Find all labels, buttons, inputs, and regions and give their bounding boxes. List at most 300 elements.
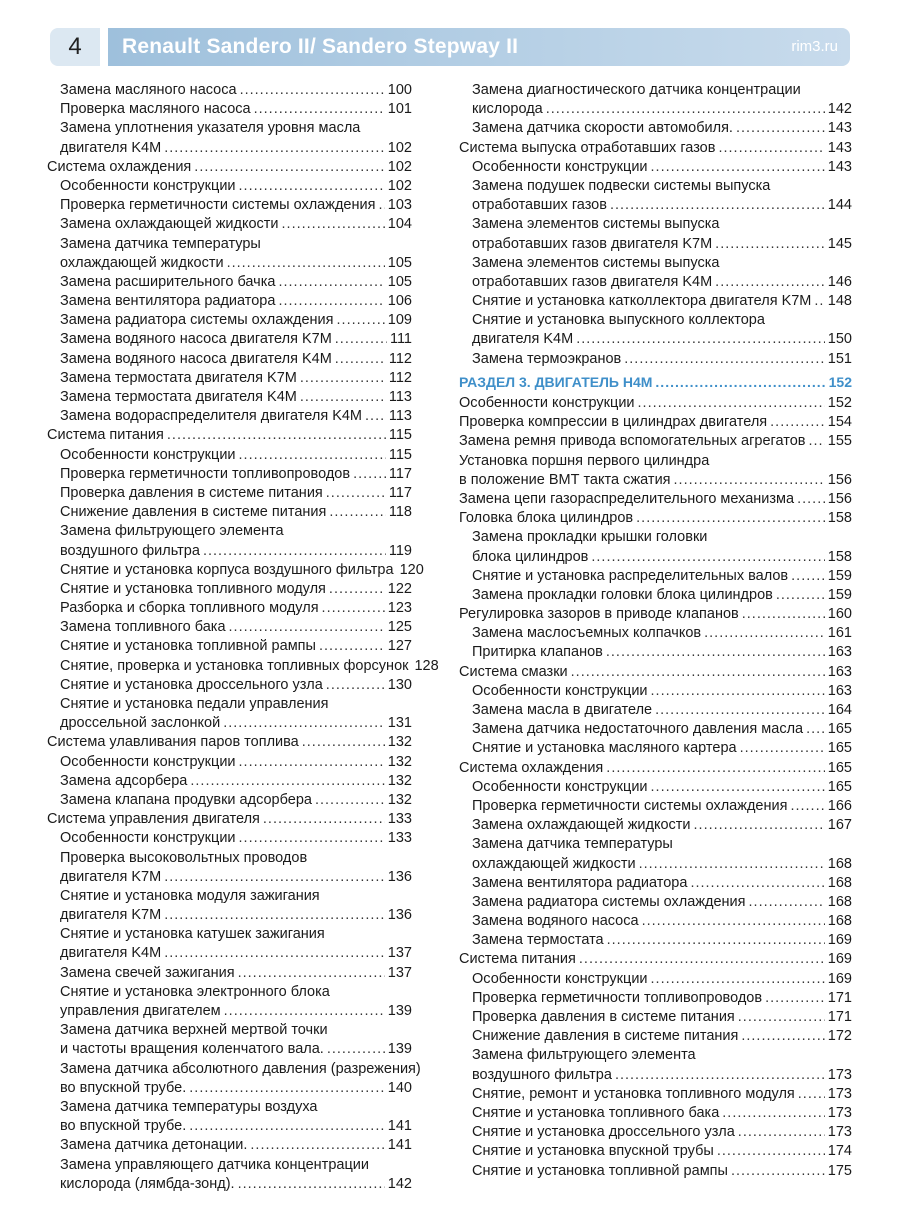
toc-entry[interactable]	[459, 912, 852, 931]
toc-entry-page: 152	[827, 395, 852, 411]
dot-leader	[378, 196, 384, 215]
toc-entry[interactable]	[47, 388, 412, 407]
toc-entry[interactable]	[459, 682, 852, 701]
toc-entry-page: 102	[387, 139, 412, 156]
toc-entry[interactable]	[47, 580, 412, 599]
toc-entry-title: Регулировка зазоров в приводе клапанов	[459, 606, 739, 623]
toc-entry-title: Замена топливного бака	[60, 619, 226, 636]
toc-entry-page: 168	[827, 855, 852, 872]
toc-entry-page: 117	[388, 484, 412, 501]
toc-entry-title: Замена вентилятора радиатора	[472, 874, 688, 891]
toc-entry-title: Проверка герметичности системы охлаждения	[472, 797, 788, 814]
toc-entry-title: Снятие и установка топливного модуля	[60, 580, 326, 597]
toc-entry[interactable]	[459, 158, 852, 177]
toc-entry-title: двигателя K4M	[472, 331, 574, 348]
toc-entry-title: Замена свечей зажигания	[60, 964, 235, 981]
toc-entry[interactable]	[47, 1021, 412, 1040]
toc-entry-page: 140	[387, 1079, 412, 1096]
toc-entry[interactable]	[459, 893, 852, 912]
dot-leader	[770, 413, 825, 432]
toc-entry[interactable]	[459, 81, 852, 100]
toc-entry-page: 117	[388, 465, 412, 482]
toc-entry-page: 132	[387, 734, 412, 751]
dot-leader	[203, 542, 386, 561]
toc-entry-page: 137	[387, 945, 412, 962]
toc-entry-page: 164	[827, 702, 852, 718]
dot-leader	[655, 701, 825, 720]
toc-entry-title: Особенности конструкции	[60, 446, 236, 463]
toc-entry-page: 159	[827, 567, 852, 584]
toc-entry-page: 115	[388, 446, 412, 463]
toc-entry[interactable]	[47, 753, 412, 772]
toc-entry[interactable]	[47, 1098, 412, 1117]
toc-entry-title: кислорода (лямбда-зонд).	[60, 1175, 235, 1192]
toc-entry[interactable]	[459, 311, 852, 330]
toc-entry[interactable]	[47, 1079, 412, 1098]
header-band	[108, 28, 850, 66]
dot-leader	[189, 1079, 385, 1098]
toc-entry[interactable]	[459, 835, 852, 854]
toc-entry[interactable]	[47, 1156, 412, 1175]
toc-entry[interactable]	[459, 509, 852, 528]
toc-entry-page: 119	[388, 542, 412, 559]
dot-leader	[239, 753, 385, 772]
toc-entry[interactable]	[47, 311, 412, 330]
toc-entry-title: двигателя K4M	[60, 139, 162, 156]
toc-entry-title: во впускной трубе.	[60, 1118, 187, 1135]
toc-entry-title: охлаждающей жидкости	[472, 855, 636, 872]
toc-entry-title: Снятие и установка впускной трубы	[472, 1143, 714, 1160]
toc-entry-title: блока цилиндров	[472, 548, 589, 565]
dot-leader	[636, 509, 825, 528]
toc-entry-title: и частоты вращения коленчатого вала.	[60, 1041, 324, 1058]
toc-entry[interactable]	[47, 196, 412, 215]
toc-entry[interactable]	[47, 273, 412, 292]
toc-entry-title: Проверка масляного насоса	[60, 101, 251, 118]
toc-entry-page: 106	[387, 293, 412, 310]
toc-entry[interactable]	[459, 874, 852, 893]
toc-entry-page: 101	[387, 101, 412, 118]
dot-leader	[263, 810, 385, 829]
toc-entry[interactable]	[47, 350, 412, 369]
toc-entry[interactable]	[459, 970, 852, 989]
toc-entry[interactable]	[47, 1175, 412, 1194]
dot-leader	[239, 446, 386, 465]
toc-entry-title: Замена фильтрующего элемента	[472, 1047, 696, 1064]
toc-entry-title: Снятие и установка педали управления	[60, 696, 329, 712]
toc-entry-title: Замена вентилятора радиатора	[60, 293, 276, 310]
toc-entry[interactable]	[459, 624, 852, 643]
dot-leader	[651, 158, 825, 177]
toc-entry-page: 152	[828, 373, 852, 390]
toc-entry[interactable]	[459, 759, 852, 778]
toc-entry[interactable]	[459, 1085, 852, 1104]
dot-leader	[335, 330, 387, 349]
toc-entry[interactable]	[47, 599, 412, 618]
toc-entry[interactable]	[47, 676, 412, 695]
toc-entry[interactable]	[459, 1046, 852, 1065]
toc-entry[interactable]	[47, 906, 412, 925]
toc-entry-title: Снижение давления в системе питания	[60, 504, 327, 521]
dot-leader	[227, 254, 385, 273]
toc-entry[interactable]	[47, 215, 412, 234]
toc-entry-title: дроссельной заслонкой	[60, 715, 221, 732]
toc-entry[interactable]	[459, 1162, 852, 1181]
toc-entry-title: Замена диагностического датчика концентрации	[472, 82, 801, 98]
dot-leader	[694, 816, 825, 835]
dot-leader	[322, 599, 385, 618]
toc-entry-title: Особенности конструкции	[472, 682, 648, 699]
dot-leader	[278, 292, 384, 311]
dot-leader	[738, 1008, 825, 1027]
toc-entry[interactable]	[459, 254, 852, 273]
dot-leader	[814, 292, 824, 311]
toc-entry-page: 136	[387, 868, 412, 885]
dot-leader	[674, 471, 825, 490]
toc-entry[interactable]	[459, 273, 852, 292]
toc-entry[interactable]	[459, 989, 852, 1008]
toc-entry[interactable]	[47, 964, 412, 983]
toc-entry-title: Система смазки	[459, 663, 568, 680]
dot-leader	[546, 100, 825, 119]
toc-entry[interactable]	[459, 452, 852, 471]
toc-section-heading[interactable]	[459, 373, 852, 392]
toc-entry-title: Замена расширительного бачка	[60, 273, 276, 290]
dot-leader	[740, 739, 825, 758]
toc-right-column	[459, 81, 852, 1181]
toc-entry-title: Проверка высоковольтных проводов	[60, 849, 308, 866]
toc-entry-page: 148	[827, 293, 852, 310]
dot-leader	[250, 1136, 384, 1155]
toc-entry[interactable]	[47, 426, 412, 445]
toc-entry[interactable]	[47, 1060, 421, 1079]
toc-entry[interactable]	[47, 657, 439, 676]
toc-entry[interactable]	[459, 778, 852, 797]
toc-entry-page: 173	[827, 1085, 852, 1102]
toc-entry-page: 100	[387, 82, 412, 98]
toc-entry[interactable]	[459, 330, 852, 349]
toc-entry[interactable]	[47, 177, 412, 196]
toc-entry-page: 169	[827, 951, 852, 968]
toc-entry-page: 105	[387, 273, 412, 290]
toc-entry-page: 133	[387, 830, 412, 847]
toc-entry[interactable]	[459, 413, 852, 432]
toc-entry-title: Замена термостата двигателя K4M	[60, 389, 297, 405]
toc-entry-page: 115	[388, 427, 412, 444]
toc-entry-page: 146	[827, 273, 852, 290]
toc-entry-title: Замена датчика недостаточного давления масла	[472, 721, 804, 738]
toc-entry-title: Замена ремня привода вспомогательных агрегатов	[459, 433, 806, 450]
toc-entry[interactable]	[47, 714, 412, 733]
toc-entry-page: 145	[827, 235, 852, 252]
toc-entry-page: 168	[827, 874, 852, 891]
toc-entry-page: 113	[388, 408, 412, 425]
toc-entry[interactable]	[47, 158, 412, 177]
toc-entry-page: 104	[387, 216, 412, 233]
toc-entry-page: 167	[827, 817, 852, 834]
toc-entry-title: Замена масла в двигателе	[472, 702, 653, 718]
toc-entry[interactable]	[459, 663, 852, 682]
toc-entry[interactable]	[47, 407, 412, 426]
toc-entry-title: Система управления двигателя	[47, 811, 260, 828]
toc-entry[interactable]	[459, 605, 852, 624]
dot-leader	[164, 868, 385, 887]
toc-entry[interactable]	[459, 394, 852, 413]
toc-entry[interactable]	[47, 772, 412, 791]
toc-entry-title: Замена фильтрующего элемента	[60, 523, 284, 540]
toc-entry-title: кислорода	[472, 101, 543, 118]
dot-leader	[224, 1002, 385, 1021]
dot-leader	[164, 906, 385, 925]
toc-entry-page: 151	[827, 350, 852, 367]
toc-entry[interactable]	[47, 829, 412, 848]
toc-entry[interactable]	[459, 292, 852, 311]
dot-leader	[642, 912, 825, 931]
toc-entry[interactable]	[47, 1136, 412, 1155]
toc-entry[interactable]	[47, 868, 412, 887]
dot-leader	[790, 797, 824, 816]
toc-entry-page: 173	[827, 1124, 852, 1141]
toc-entry[interactable]	[459, 643, 852, 662]
toc-entry-title: Снятие и установка распределительных валов	[472, 567, 789, 584]
toc-entry[interactable]	[47, 791, 412, 810]
toc-entry[interactable]	[459, 1066, 852, 1085]
toc-entry-title: отработавших газов двигателя K4M	[472, 273, 713, 290]
dot-leader	[353, 465, 386, 484]
toc-entry-page: 168	[827, 913, 852, 930]
dot-leader	[808, 432, 824, 451]
dot-leader	[736, 119, 825, 138]
toc-entry[interactable]	[47, 618, 412, 637]
toc-entry[interactable]	[459, 950, 852, 969]
toc-entry[interactable]	[47, 925, 412, 944]
toc-entry[interactable]	[459, 350, 852, 369]
dot-leader	[239, 177, 385, 196]
page-header	[50, 28, 850, 66]
toc-entry-title: Проверка герметичности топливопроводов	[60, 465, 351, 482]
toc-entry-title: Замена датчика детонации.	[60, 1137, 248, 1154]
toc-entry[interactable]	[47, 235, 412, 254]
toc-entry[interactable]	[459, 139, 852, 158]
toc-entry[interactable]	[459, 548, 852, 567]
toc-entry[interactable]	[47, 983, 412, 1002]
dot-leader	[610, 196, 825, 215]
toc-entry-title: Особенности конструкции	[472, 970, 648, 987]
toc-entry-page: 109	[387, 312, 412, 329]
dot-leader	[254, 100, 385, 119]
toc-entry[interactable]	[459, 797, 852, 816]
toc-entry[interactable]	[47, 446, 412, 465]
dot-leader	[229, 618, 385, 637]
toc-entry-title: Проверка герметичности топливопроводов	[472, 989, 763, 1006]
toc-entry-title: воздушного фильтра	[60, 542, 200, 559]
dot-leader	[718, 139, 824, 158]
toc-entry-title: Замена радиатора системы охлаждения	[472, 893, 746, 910]
toc-entry[interactable]	[459, 119, 852, 138]
toc-entry-page: 137	[387, 964, 412, 981]
dot-leader	[738, 1123, 825, 1142]
dot-leader	[655, 373, 825, 392]
toc-entry[interactable]	[47, 1040, 412, 1059]
toc-entry-page: 136	[387, 907, 412, 924]
toc-entry[interactable]	[47, 944, 412, 963]
toc-entry-page: 130	[387, 676, 412, 693]
toc-entry-title: Замена уплотнения указателя уровня масла	[60, 120, 361, 137]
toc-entry-page: 165	[827, 778, 852, 795]
toc-entry[interactable]	[459, 739, 852, 758]
toc-entry-title: Замена водяного насоса	[472, 913, 639, 930]
toc-entry-page: 123	[387, 600, 412, 617]
toc-entry-title: Снятие и установка выпускного коллектора	[472, 312, 765, 329]
toc-entry-page: 132	[387, 772, 412, 789]
toc-entry-page: 118	[388, 504, 412, 521]
toc-entry-title: Замена водяного насоса двигателя K7M	[60, 331, 332, 348]
dot-leader	[731, 1162, 825, 1181]
toc-entry[interactable]	[459, 720, 852, 739]
toc-entry[interactable]	[459, 177, 852, 196]
toc-entry-title: Замена элементов системы выпуска	[472, 216, 720, 233]
toc-entry-title: Система выпуска отработавших газов	[459, 139, 716, 156]
toc-entry[interactable]	[47, 887, 412, 906]
toc-entry[interactable]	[47, 119, 412, 138]
toc-entry-title: Разборка и сборка топливного модуля	[60, 600, 319, 617]
toc-entry[interactable]	[459, 855, 852, 874]
toc-entry[interactable]	[47, 254, 412, 273]
dot-leader	[749, 893, 825, 912]
toc-entry[interactable]	[459, 567, 852, 586]
toc-entry[interactable]	[47, 695, 412, 714]
toc-entry[interactable]	[47, 503, 412, 522]
toc-entry-title: Замена водяного насоса двигателя K4M	[60, 350, 332, 367]
toc-entry[interactable]	[47, 542, 412, 561]
toc-entry-page: 166	[827, 797, 852, 814]
toc-entry-title: Система охлаждения	[47, 158, 192, 175]
toc-entry[interactable]	[47, 637, 412, 656]
dot-leader	[223, 714, 385, 733]
toc-entry[interactable]	[459, 432, 852, 451]
toc-entry[interactable]	[47, 484, 412, 503]
toc-entry[interactable]	[47, 849, 412, 868]
toc-entry-title: Замена прокладки крышки головки	[472, 529, 708, 546]
toc-entry[interactable]	[47, 561, 424, 580]
dot-leader	[615, 1066, 825, 1085]
dot-leader	[806, 720, 825, 739]
toc-entry[interactable]	[459, 701, 852, 720]
toc-entry-title: Замена элементов системы выпуска	[472, 254, 720, 271]
toc-entry[interactable]	[459, 471, 852, 490]
toc-entry-page: 159	[827, 586, 852, 603]
dot-leader	[194, 158, 385, 177]
toc-entry-page: 125	[387, 619, 412, 636]
toc-entry[interactable]	[459, 235, 852, 254]
toc-entry-page: 141	[387, 1137, 412, 1154]
dot-leader	[282, 215, 385, 234]
dot-leader	[776, 586, 825, 605]
toc-entry-title: Снятие и установка топливной рампы	[60, 638, 316, 655]
toc-entry[interactable]	[47, 733, 412, 752]
toc-entry[interactable]	[47, 1002, 412, 1021]
dot-leader	[300, 369, 386, 388]
toc-entry[interactable]	[47, 1117, 412, 1136]
toc-entry-title: в положение ВМТ такта сжатия	[459, 471, 671, 488]
toc-entry-page: 154	[827, 414, 852, 431]
toc-entry[interactable]	[459, 100, 852, 119]
dot-leader	[300, 388, 386, 407]
toc-entry[interactable]	[459, 490, 852, 509]
dot-leader	[327, 1040, 385, 1059]
toc-entry[interactable]	[459, 1142, 852, 1161]
toc-entry-page: 102	[387, 158, 412, 175]
toc-entry[interactable]	[47, 522, 412, 541]
toc-entry-page: 171	[827, 1009, 852, 1025]
toc-entry-title: Замена датчика абсолютного давления (разрежения)	[60, 1060, 421, 1077]
toc-entry-title: Особенности конструкции	[60, 177, 236, 194]
dot-leader	[315, 791, 385, 810]
toc-entry-page: 158	[827, 510, 852, 527]
toc-entry-title: Снятие и установка дроссельного узла	[472, 1124, 735, 1141]
toc-entry-title: отработавших газов двигателя K7M	[472, 235, 713, 252]
toc-entry[interactable]	[459, 1027, 852, 1046]
dot-leader	[797, 490, 825, 509]
toc-entry[interactable]	[459, 196, 852, 215]
toc-entry-page: 141	[387, 1118, 412, 1135]
toc-entry[interactable]	[47, 465, 412, 484]
toc-entry[interactable]	[47, 139, 412, 158]
toc-entry[interactable]	[459, 528, 852, 547]
toc-entry-page: 139	[387, 1003, 412, 1019]
dot-leader	[238, 964, 385, 983]
dot-leader	[329, 503, 386, 522]
toc-entry-page: 165	[827, 740, 852, 757]
toc-entry-page: 161	[827, 625, 852, 642]
dot-leader	[335, 350, 386, 369]
toc-entry-title: двигателя K7M	[60, 907, 162, 924]
toc-entry-page: 165	[827, 759, 852, 776]
dot-leader	[337, 311, 385, 330]
dot-leader	[606, 643, 825, 662]
toc-entry[interactable]	[459, 931, 852, 950]
dot-leader	[715, 235, 825, 254]
toc-entry[interactable]	[47, 81, 412, 100]
toc-entry-title: Система охлаждения	[459, 759, 604, 776]
toc-entry[interactable]	[459, 586, 852, 605]
toc-entry-title: Замена адсорбера	[60, 772, 188, 789]
site-link[interactable]: rim3.ru	[791, 38, 838, 55]
toc-entry-title: Установка поршня первого цилиндра	[459, 452, 710, 469]
toc-entry-page: 144	[827, 197, 852, 214]
toc-entry-title: воздушного фильтра	[472, 1066, 612, 1083]
toc-entry[interactable]	[459, 1123, 852, 1142]
toc-entry-title: Особенности конструкции	[459, 395, 635, 411]
toc-entry[interactable]	[47, 292, 412, 311]
dot-leader	[240, 81, 385, 100]
toc-entry[interactable]	[459, 1008, 852, 1027]
toc-entry[interactable]	[47, 369, 412, 388]
toc-entry-page: 155	[827, 433, 852, 450]
toc-entry[interactable]	[459, 215, 852, 234]
dot-leader	[302, 733, 385, 752]
toc-entry[interactable]	[459, 816, 852, 835]
toc-entry-page: 112	[388, 369, 412, 386]
toc-entry-page: 171	[827, 989, 852, 1006]
toc-entry-title: Замена датчика верхней мертвой точки	[60, 1022, 328, 1039]
toc-entry[interactable]	[47, 810, 412, 829]
toc-entry[interactable]	[459, 1104, 852, 1123]
toc-entry[interactable]	[47, 330, 412, 349]
toc-entry-page: 172	[827, 1028, 852, 1045]
toc-entry-title: во впускной трубе.	[60, 1079, 187, 1096]
toc-entry[interactable]	[47, 100, 412, 119]
